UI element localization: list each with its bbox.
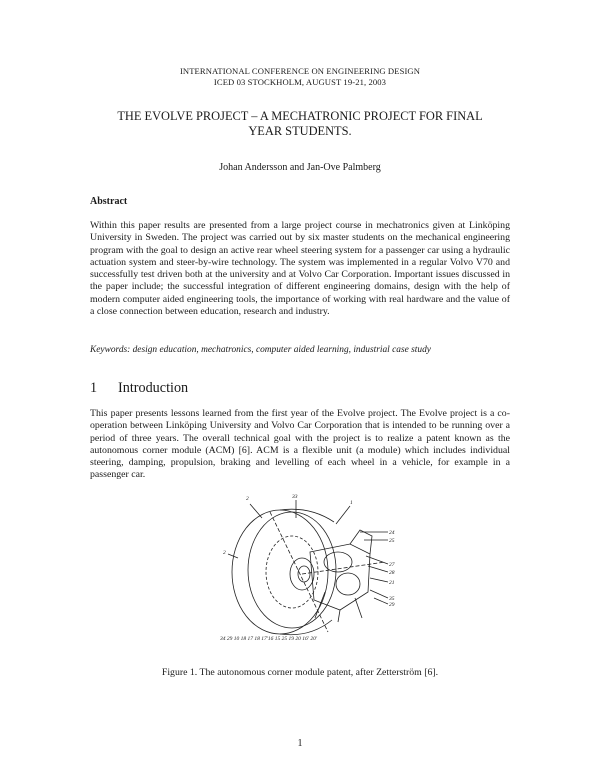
label-r3: 27 xyxy=(389,562,395,568)
section-heading xyxy=(90,380,188,397)
linkage-arms xyxy=(315,592,362,622)
label-r5: 21 xyxy=(389,580,395,586)
figure-caption: Figure 1. The autonomous corner module patent, after Zetterström [6]. xyxy=(161,667,439,678)
page-number: 1 xyxy=(297,738,303,749)
tire-inner xyxy=(248,512,336,628)
abstract-heading: Abstract xyxy=(90,196,128,207)
title-line-1: THE EVOLVE PROJECT – A MECHATRONIC PROJECT FOR FINAL xyxy=(117,109,483,123)
label-bottom-row: 34 29 10 18 17 18 17'16 15 25 19 20 16' 20' xyxy=(220,636,318,642)
label-r2: 25 xyxy=(389,538,395,544)
label-r6: 35 xyxy=(389,596,395,602)
abstract-body: Within this paper results are presented from a large project course in mechatronics given at Linköping University in Sweden. The project was carried out by six master students on the mechanical engineering program with the goal to design an active rear wheel steering system for a passenger car using a hydraulic actuation system and steer-by-wire technology. The system was implemented in a regular Volvo V70 and successfully test driven both at the university and at Volvo Car Corporation. Important issues discussed in the paper include; the successful integration of different engineering domains, design with the help of modern computer aided engineering tools, the importance of working with real hardware and the value of a close connection between education, research and industry. xyxy=(90,220,510,318)
label-r4: 28 xyxy=(389,570,395,576)
authors: Johan Andersson and Jan-Ove Palmberg xyxy=(219,162,381,173)
label-top-left: 2 xyxy=(246,496,249,502)
label-left: 2 xyxy=(223,550,226,556)
introduction-body: This paper presents lessons learned from the first year of the Evolve project. The Evolve project is a co-operation between Linköping University and Volvo Car Corporation that is intended to be running over a period of three years. The overall technical goal with the project is to realize a patent known as the autonomous corner module (ACM) [6]. ACM is a flexible unit (a module) which includes individual steering, damping, propulsion, braking and levelling of each wheel in a vehicle, for example in a passenger car. xyxy=(90,408,510,481)
conference-line-2: ICED 03 STOCKHOLM, AUGUST 19-21, 2003 xyxy=(213,77,387,87)
paper-title xyxy=(60,109,540,139)
title-line-2: YEAR STUDENTS. xyxy=(248,124,352,138)
damper-mount xyxy=(350,530,372,554)
module-body xyxy=(310,544,370,610)
steering-axis xyxy=(270,512,328,632)
axis-line xyxy=(302,562,385,574)
keywords: Keywords: design education, mechatronics, computer aided learning, industrial case study xyxy=(90,345,431,355)
conference-header xyxy=(0,66,600,88)
label-top-mid: 33 xyxy=(292,494,298,500)
wheel-drawing xyxy=(228,500,388,635)
section-title: Introduction xyxy=(118,380,189,396)
label-r1: 24 xyxy=(389,530,395,536)
section-number: 1 xyxy=(90,380,98,396)
label-r7: 29 xyxy=(389,602,395,608)
label-top-right: 1 xyxy=(350,500,353,506)
conference-line-1: INTERNATIONAL CONFERENCE ON ENGINEERING DESIGN xyxy=(179,66,421,76)
patent-drawing-figure xyxy=(210,492,410,642)
brake-unit xyxy=(336,573,360,595)
